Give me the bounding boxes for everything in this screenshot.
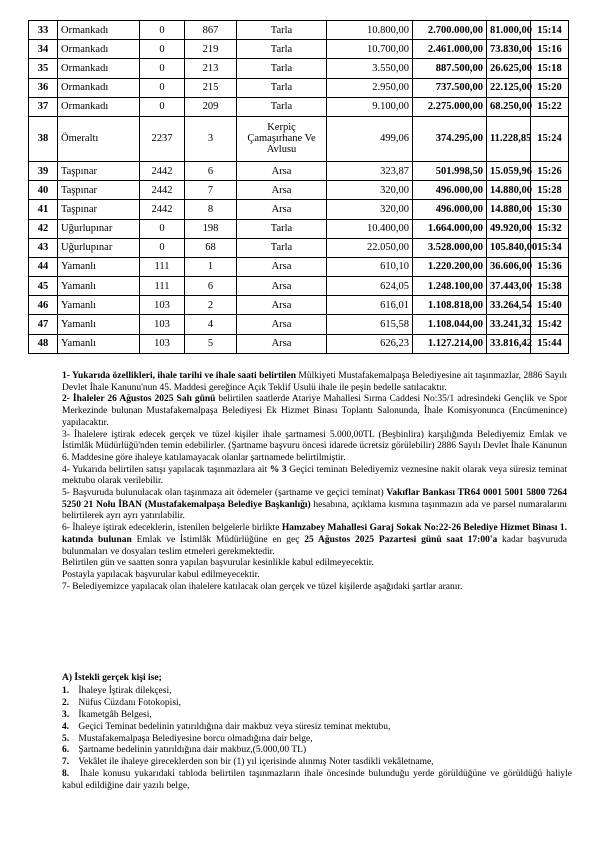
cell-bedel: 1.664.000,00 bbox=[413, 219, 487, 238]
cell-no: 42 bbox=[29, 219, 58, 238]
cell-no: 46 bbox=[29, 296, 58, 315]
cell-m2: 320,00 bbox=[327, 181, 413, 200]
table-row bbox=[29, 277, 569, 296]
cell-ada: 0 bbox=[140, 21, 185, 40]
cell-bedel: 2.700.000,00 bbox=[413, 21, 487, 40]
cell-nitelik: Arsa bbox=[237, 161, 327, 180]
cell-bedel: 501.998,50 bbox=[413, 161, 487, 180]
note-1 bbox=[62, 371, 567, 394]
cell-parsel: 4 bbox=[185, 315, 237, 334]
cell-parsel: 198 bbox=[185, 219, 237, 238]
cell-mahalle: Taşpınar bbox=[58, 200, 140, 219]
cell-bedel: 1.127.214,00 bbox=[413, 334, 487, 353]
list-item bbox=[62, 745, 572, 757]
cell-parsel: 2 bbox=[185, 296, 237, 315]
cell-nitelik: Kerpiç Çamaşırhane Ve Avlusu bbox=[237, 116, 327, 161]
table-row bbox=[29, 200, 569, 219]
cell-no: 40 bbox=[29, 181, 58, 200]
note-6-post: Postayla yapılacak başvurular kabul edilmeyecektir. bbox=[62, 569, 260, 580]
list-item bbox=[62, 722, 572, 734]
cell-bedel: 3.528.000,00 bbox=[413, 238, 487, 257]
note-3: 3- İhalelere iştirak edecek gerçek ve tüzel kişiler ihale şartnamesi 5.000,00TL (Beşbinlira) karşılığında Belediyemiz Emlak ve İstimlâk Müdürlüğü'nden temin edebilirler. (Şartname başvuru öncesi idarede ücretsiz görülebilir) 2886 Sayılı Devlet İhale Kanunun 6. Maddesine göre ihaleye katılamayacak olanlar şartnamede belirtilmiştir. bbox=[62, 429, 567, 463]
cell-teminat: 68.250,00 bbox=[487, 97, 531, 116]
list-item bbox=[62, 734, 572, 746]
cell-ada: 0 bbox=[140, 97, 185, 116]
list-item-number: 2. bbox=[62, 697, 70, 708]
cell-m2: 10.700,00 bbox=[327, 40, 413, 59]
cell-parsel: 7 bbox=[185, 181, 237, 200]
cell-saat: 15:30 bbox=[531, 200, 569, 219]
cell-bedel: 2.461.000,00 bbox=[413, 40, 487, 59]
list-item bbox=[62, 769, 572, 793]
cell-ada: 2442 bbox=[140, 200, 185, 219]
cell-ada: 0 bbox=[140, 219, 185, 238]
cell-saat: 15:36 bbox=[531, 257, 569, 276]
list-item-number: 7. bbox=[62, 757, 70, 768]
cell-m2: 3.550,00 bbox=[327, 59, 413, 78]
note-6-late: Belirtilen gün ve saatten sonra yapılan başvurular kesinlikle kabul edilmeyecektir. bbox=[62, 558, 374, 569]
cell-no: 36 bbox=[29, 78, 58, 97]
note-4-rate: % 3 bbox=[269, 464, 287, 475]
cell-nitelik: Arsa bbox=[237, 200, 327, 219]
list-item-number: 3. bbox=[62, 709, 70, 720]
list-item-text: İkametgâh Belgesi, bbox=[78, 709, 152, 720]
cell-nitelik: Arsa bbox=[237, 257, 327, 276]
cell-nitelik: Tarla bbox=[237, 59, 327, 78]
cell-parsel: 3 bbox=[185, 116, 237, 161]
cell-m2: 10.800,00 bbox=[327, 21, 413, 40]
note-2-number: 2- İhaleler bbox=[62, 394, 108, 405]
cell-nitelik: Tarla bbox=[237, 21, 327, 40]
cell-nitelik: Tarla bbox=[237, 219, 327, 238]
property-table bbox=[28, 20, 569, 354]
cell-ada: 103 bbox=[140, 296, 185, 315]
cell-ada: 0 bbox=[140, 238, 185, 257]
cell-m2: 499,06 bbox=[327, 116, 413, 161]
cell-teminat: 11.228,85 bbox=[487, 116, 531, 161]
cell-bedel: 496.000,00 bbox=[413, 181, 487, 200]
cell-m2: 320,00 bbox=[327, 200, 413, 219]
cell-no: 48 bbox=[29, 334, 58, 353]
cell-bedel: 1.248.100,00 bbox=[413, 277, 487, 296]
requirements-header: A) İstekli gerçek kişi ise; bbox=[62, 673, 162, 683]
note-6 bbox=[62, 523, 567, 558]
cell-nitelik: Tarla bbox=[237, 97, 327, 116]
note-6-text-a: 6- İhaleye iştirak edeceklerin, istenilen belgelerle birlikte bbox=[62, 523, 282, 534]
cell-bedel: 1.108.818,00 bbox=[413, 296, 487, 315]
cell-no: 45 bbox=[29, 277, 58, 296]
cell-ada: 2442 bbox=[140, 181, 185, 200]
cell-teminat: 26.625,00 bbox=[487, 59, 531, 78]
cell-mahalle: Ömeraltı bbox=[58, 116, 140, 161]
table-row bbox=[29, 296, 569, 315]
cell-nitelik: Arsa bbox=[237, 181, 327, 200]
note-2-text: belirtilen saatlerde Atariye Mahallesi Sırma Caddesi No:35/1 adresindeki Gençlik ve Spor Merkezinde bulunan Mustafakemalpaşa Belediyesi Ek Hizmet Binası Toplantı Salonunda, İhale Komisyonunca (Encümenince) yapılacaktır. bbox=[62, 394, 568, 428]
cell-nitelik: Tarla bbox=[237, 78, 327, 97]
table-row bbox=[29, 334, 569, 353]
cell-m2: 9.100,00 bbox=[327, 97, 413, 116]
note-2 bbox=[62, 394, 567, 429]
cell-bedel: 496.000,00 bbox=[413, 200, 487, 219]
cell-m2: 10.400,00 bbox=[327, 219, 413, 238]
list-item-text: Vekâlet ile ihaleye gireceklerden son bir (1) yıl içerisinde alınmış Noter tasdikli vekâletname, bbox=[78, 757, 434, 768]
cell-teminat: 81.000,00 bbox=[487, 21, 531, 40]
table-row bbox=[29, 116, 569, 161]
list-item-text: Mustafakemalpaşa Belediyesine borcu olmadığına dair belge, bbox=[78, 733, 313, 744]
list-item-text: Şartname bedelinin yatırıldığına dair makbuz,(5.000,00 TL) bbox=[78, 745, 307, 756]
cell-ada: 0 bbox=[140, 40, 185, 59]
note-4 bbox=[62, 465, 567, 488]
cell-no: 41 bbox=[29, 200, 58, 219]
note-5-iban: Vakıflar Bankası TR64 0001 5001 5800 7264 5250 21 Nolu İBAN (Mustafakemalpaşa Belediye Başkanlığı) bbox=[62, 488, 567, 510]
list-item bbox=[62, 686, 572, 698]
cell-bedel: 1.220.200,00 bbox=[413, 257, 487, 276]
cell-parsel: 1 bbox=[185, 257, 237, 276]
note-6-deadline: 25 Ağustos 2025 Pazartesi günü saat 17:00'a bbox=[304, 534, 498, 545]
cell-m2: 624,05 bbox=[327, 277, 413, 296]
cell-teminat: 36.606,00 bbox=[487, 257, 531, 276]
cell-mahalle: Uğurlupınar bbox=[58, 219, 140, 238]
cell-mahalle: Taşpınar bbox=[58, 181, 140, 200]
cell-no: 37 bbox=[29, 97, 58, 116]
cell-saat: 15:38 bbox=[531, 277, 569, 296]
table-row bbox=[29, 257, 569, 276]
cell-nitelik: Arsa bbox=[237, 315, 327, 334]
cell-no: 39 bbox=[29, 161, 58, 180]
cell-parsel: 209 bbox=[185, 97, 237, 116]
cell-saat: 15:22 bbox=[531, 97, 569, 116]
note-5 bbox=[62, 488, 567, 523]
table-row bbox=[29, 40, 569, 59]
cell-mahalle: Ormankadı bbox=[58, 21, 140, 40]
cell-bedel: 737.500,00 bbox=[413, 78, 487, 97]
note-6-text-c: kadar başvuruda bulunmaları ve dosyaları teslim etmeleri gerekmektedir. bbox=[62, 534, 567, 557]
cell-teminat: 14.880,00 bbox=[487, 181, 531, 200]
table-row bbox=[29, 315, 569, 334]
cell-teminat: 33.241,32 bbox=[487, 315, 531, 334]
cell-bedel: 887.500,00 bbox=[413, 59, 487, 78]
table-row bbox=[29, 97, 569, 116]
cell-m2: 323,87 bbox=[327, 161, 413, 180]
list-item bbox=[62, 757, 572, 769]
cell-mahalle: Yamanlı bbox=[58, 257, 140, 276]
note-6-text-b: Emlak ve İstimlâk Müdürlüğüne en geç bbox=[131, 534, 305, 545]
list-item bbox=[62, 710, 572, 722]
cell-no: 38 bbox=[29, 116, 58, 161]
cell-parsel: 5 bbox=[185, 334, 237, 353]
cell-nitelik: Arsa bbox=[237, 277, 327, 296]
note-1-text: Mülkiyeti Mustafakemalpaşa Belediyesine ait taşınmazlar, 2886 Sayılı Devlet İhale Kanunu'nun 45. Maddesi gereğince Açık Teklif Usulü ihale ile peşin bedelle satılacaktır. bbox=[62, 371, 567, 393]
cell-ada: 111 bbox=[140, 257, 185, 276]
cell-m2: 626,23 bbox=[327, 334, 413, 353]
cell-ada: 2442 bbox=[140, 161, 185, 180]
list-item-text: İhale konusu yukarıdaki tabloda belirtilen taşınmazların ihale öncesinde bulunduğu yerde görüldüğüne ve görüldüğü haliyle kabul edildiğine dair yazılı belge, bbox=[62, 769, 573, 792]
cell-ada: 2237 bbox=[140, 116, 185, 161]
cell-parsel: 68 bbox=[185, 238, 237, 257]
cell-no: 44 bbox=[29, 257, 58, 276]
list-item-text: Geçici Teminat bedelinin yatırıldığına dair makbuz veya süresiz teminat mektubu, bbox=[78, 721, 391, 732]
cell-saat: 15:40 bbox=[531, 296, 569, 315]
cell-no: 34 bbox=[29, 40, 58, 59]
table-row bbox=[29, 219, 569, 238]
cell-m2: 610,10 bbox=[327, 257, 413, 276]
cell-nitelik: Arsa bbox=[237, 334, 327, 353]
table-row bbox=[29, 238, 569, 257]
cell-mahalle: Yamanlı bbox=[58, 296, 140, 315]
cell-teminat: 22.125,00 bbox=[487, 78, 531, 97]
cell-ada: 111 bbox=[140, 277, 185, 296]
cell-mahalle: Ormankadı bbox=[58, 59, 140, 78]
note-1-lead: 1- Yukarıda özellikleri, ihale tarihi ve ihale saati belirtilen bbox=[62, 371, 297, 381]
list-item bbox=[62, 698, 572, 710]
table-row bbox=[29, 181, 569, 200]
list-item-number: 1. bbox=[62, 685, 70, 696]
cell-parsel: 215 bbox=[185, 78, 237, 97]
cell-parsel: 213 bbox=[185, 59, 237, 78]
table-row bbox=[29, 59, 569, 78]
cell-nitelik: Tarla bbox=[237, 40, 327, 59]
cell-m2: 616,01 bbox=[327, 296, 413, 315]
list-item-number: 8. bbox=[62, 769, 70, 780]
cell-mahalle: Yamanlı bbox=[58, 334, 140, 353]
list-item-number: 6. bbox=[62, 745, 70, 756]
table-row bbox=[29, 161, 569, 180]
cell-teminat: 73.830,00 bbox=[487, 40, 531, 59]
cell-saat: 15:26 bbox=[531, 161, 569, 180]
list-item-text: İhaleye İştirak dilekçesi, bbox=[78, 685, 172, 696]
cell-parsel: 8 bbox=[185, 200, 237, 219]
cell-teminat: 105.840,00 bbox=[487, 238, 531, 257]
list-item-number: 4. bbox=[62, 721, 70, 732]
cell-m2: 22.050,00 bbox=[327, 238, 413, 257]
list-item-text: Nüfus Cüzdanı Fotokopisi, bbox=[78, 697, 182, 708]
cell-mahalle: Taşpınar bbox=[58, 161, 140, 180]
cell-teminat: 15.059,96 bbox=[487, 161, 531, 180]
cell-ada: 0 bbox=[140, 59, 185, 78]
cell-nitelik: Arsa bbox=[237, 296, 327, 315]
note-6-address: Hamzabey Mahallesi Garaj Sokak No:22-26 Belediye Hizmet Binası 1. katında bulunan bbox=[62, 523, 567, 545]
cell-bedel: 374.295,00 bbox=[413, 116, 487, 161]
cell-teminat: 33.264,54 bbox=[487, 296, 531, 315]
requirements-section bbox=[62, 673, 572, 793]
cell-parsel: 6 bbox=[185, 161, 237, 180]
cell-saat: 15:16 bbox=[531, 40, 569, 59]
cell-saat: 15:28 bbox=[531, 181, 569, 200]
cell-no: 43 bbox=[29, 238, 58, 257]
cell-parsel: 867 bbox=[185, 21, 237, 40]
note-7: 7- Belediyemizce yapılacak olan ihalelere katılacak olan gerçek ve tüzel kişilerde aşağıdaki şartlar aranır. bbox=[62, 581, 463, 592]
cell-mahalle: Ormankadı bbox=[58, 97, 140, 116]
cell-mahalle: Yamanlı bbox=[58, 315, 140, 334]
note-4-text-a: 4- Yukarıda belirtilen satışı yapılacak taşınmazlara ait bbox=[62, 464, 270, 475]
cell-teminat: 33.816,42 bbox=[487, 334, 531, 353]
cell-parsel: 219 bbox=[185, 40, 237, 59]
cell-parsel: 6 bbox=[185, 277, 237, 296]
cell-mahalle: Yamanlı bbox=[58, 277, 140, 296]
cell-bedel: 2.275.000,00 bbox=[413, 97, 487, 116]
cell-saat: 15:20 bbox=[531, 78, 569, 97]
cell-m2: 2.950,00 bbox=[327, 78, 413, 97]
note-2-date: 26 Ağustos 2025 Salı günü bbox=[107, 394, 216, 405]
table-row bbox=[29, 21, 569, 40]
cell-saat: 15:18 bbox=[531, 59, 569, 78]
note-4-text-b: Geçici teminatı Belediyemiz veznesine nakit olarak veya süresiz teminat mektubu olarak verilebilir. bbox=[62, 464, 568, 487]
cell-mahalle: Ormankadı bbox=[58, 40, 140, 59]
list-item-number: 5. bbox=[62, 733, 70, 744]
cell-nitelik: Tarla bbox=[237, 238, 327, 257]
cell-no: 47 bbox=[29, 315, 58, 334]
cell-mahalle: Uğurlupınar bbox=[58, 238, 140, 257]
cell-teminat: 14.880,00 bbox=[487, 200, 531, 219]
requirements-list bbox=[62, 686, 572, 793]
cell-ada: 103 bbox=[140, 334, 185, 353]
cell-saat: 15:32 bbox=[531, 219, 569, 238]
cell-ada: 0 bbox=[140, 78, 185, 97]
property-table-body bbox=[29, 21, 569, 354]
cell-saat: 15:14 bbox=[531, 21, 569, 40]
cell-saat: 15:24 bbox=[531, 116, 569, 161]
note-5-text-b: hesabına, açıklama kısmına taşınmazın ada ve parsel numaralarını belirtilerek ayrı ayrı yatırılabilir. bbox=[62, 499, 567, 522]
table-row bbox=[29, 78, 569, 97]
cell-saat: 15:44 bbox=[531, 334, 569, 353]
cell-no: 33 bbox=[29, 21, 58, 40]
cell-ada: 103 bbox=[140, 315, 185, 334]
cell-bedel: 1.108.044,00 bbox=[413, 315, 487, 334]
note-5-text-a: 5- Başvuruda bulunulacak olan taşınmaza ait ödemeler (şartname ve geçici teminat) bbox=[62, 488, 387, 499]
cell-m2: 615,58 bbox=[327, 315, 413, 334]
announcement-notes bbox=[62, 371, 567, 593]
cell-saat: 15:34 bbox=[531, 238, 569, 257]
cell-teminat: 37.443,00 bbox=[487, 277, 531, 296]
cell-no: 35 bbox=[29, 59, 58, 78]
cell-teminat: 49.920,00 bbox=[487, 219, 531, 238]
cell-saat: 15:42 bbox=[531, 315, 569, 334]
cell-mahalle: Ormankadı bbox=[58, 78, 140, 97]
